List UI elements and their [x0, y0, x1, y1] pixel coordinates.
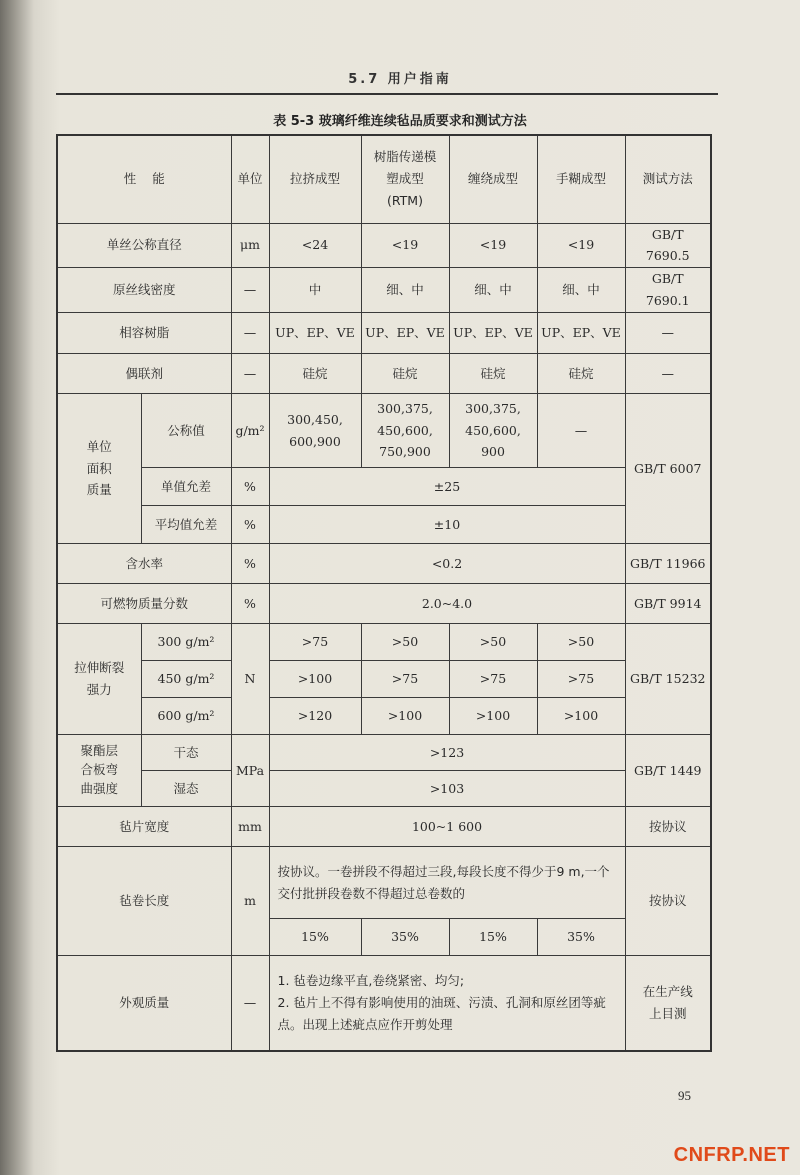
- cell: 15%: [269, 919, 361, 956]
- test-method: 按协议: [625, 807, 711, 847]
- test-method: 在生产线上目测: [625, 956, 711, 1051]
- page-number: 95: [678, 1088, 691, 1103]
- cell: UP、EP、VE: [269, 313, 361, 354]
- appearance-line-2: 2. 毡片上不得有影响使用的油斑、污渍、孔洞和原丝团等疵点。出现上述疵点应作开剪处理: [277, 994, 606, 1032]
- cell: 300,375,450,600,750,900: [361, 394, 449, 468]
- cell: <19: [537, 223, 625, 268]
- unit: MPa: [231, 735, 269, 807]
- cell: >75: [537, 661, 625, 698]
- test-method: GB/T 7690.5: [625, 223, 711, 268]
- row-label: 干态: [141, 735, 231, 771]
- table-row: [57, 394, 711, 468]
- cell: <19: [361, 223, 449, 268]
- row-label: 毡片宽度: [57, 807, 231, 847]
- unit: —: [231, 956, 269, 1051]
- table-row: [57, 698, 711, 735]
- table-row: [57, 544, 711, 584]
- unit: mm: [231, 807, 269, 847]
- unit: μm: [231, 223, 269, 268]
- table-row: [57, 735, 711, 771]
- row-label: 可燃物质量分数: [57, 584, 231, 624]
- cell: >123: [269, 735, 625, 771]
- spec-table: [56, 134, 712, 1052]
- running-head: 5.7 用户指南: [348, 72, 452, 87]
- test-method: GB/T 6007: [625, 394, 711, 544]
- table-row: [57, 354, 711, 394]
- cell: UP、EP、VE: [361, 313, 449, 354]
- table-row: [57, 771, 711, 807]
- unit: m: [231, 847, 269, 956]
- cell: [269, 956, 625, 1051]
- cell: 2.0~4.0: [269, 584, 625, 624]
- unit: —: [231, 354, 269, 394]
- table-row: [57, 624, 711, 661]
- unit: —: [231, 313, 269, 354]
- row-label: 450 g/m²: [141, 661, 231, 698]
- cell: 35%: [361, 919, 449, 956]
- header-c1: 拉挤成型: [269, 135, 361, 223]
- test-method: GB/T 11966: [625, 544, 711, 584]
- cell: 300,450,600,900: [269, 394, 361, 468]
- watermark: CNFRP.NET: [673, 1144, 790, 1166]
- test-method: GB/T 1449: [625, 735, 711, 807]
- cell: >120: [269, 698, 361, 735]
- cell: >75: [269, 624, 361, 661]
- row-label: 600 g/m²: [141, 698, 231, 735]
- cell: 细、中: [449, 268, 537, 313]
- cell: 35%: [537, 919, 625, 956]
- unit: %: [231, 584, 269, 624]
- table-row: [57, 468, 711, 506]
- test-method: GB/T 15232: [625, 624, 711, 735]
- row-label: 300 g/m²: [141, 624, 231, 661]
- cell: >100: [537, 698, 625, 735]
- cell: <0.2: [269, 544, 625, 584]
- test-method: —: [625, 354, 711, 394]
- header-unit: 单位: [231, 135, 269, 223]
- unit: N: [231, 624, 269, 735]
- table-row: [57, 956, 711, 1051]
- header-c4: 手糊成型: [537, 135, 625, 223]
- row-label: 湿态: [141, 771, 231, 807]
- cell: —: [537, 394, 625, 468]
- unit: %: [231, 506, 269, 544]
- cell: 中: [269, 268, 361, 313]
- header-test: 测试方法: [625, 135, 711, 223]
- row-label: 外观质量: [57, 956, 231, 1051]
- table-row: [57, 661, 711, 698]
- row-label: 相容树脂: [57, 313, 231, 354]
- row-label: 平均值允差: [141, 506, 231, 544]
- cell: 硅烷: [537, 354, 625, 394]
- table-row: [57, 313, 711, 354]
- cell: >100: [361, 698, 449, 735]
- appearance-line-1: 1. 毡卷边缘平直,卷绕紧密、均匀;: [277, 972, 465, 988]
- row-label: 含水率: [57, 544, 231, 584]
- row-label: 单丝公称直径: [57, 223, 231, 268]
- cell: 硅烷: [361, 354, 449, 394]
- cell: UP、EP、VE: [449, 313, 537, 354]
- header-rule: [56, 93, 718, 95]
- cell: >75: [449, 661, 537, 698]
- cell: 细、中: [361, 268, 449, 313]
- header-row: [57, 135, 711, 223]
- header-c2: 树脂传递模塑成型(RTM): [361, 135, 449, 223]
- row-label: 公称值: [141, 394, 231, 468]
- cell: >50: [361, 624, 449, 661]
- table-row: [57, 847, 711, 919]
- test-method: —: [625, 313, 711, 354]
- group-label: 聚酯层合板弯曲强度: [57, 735, 141, 807]
- cell: UP、EP、VE: [537, 313, 625, 354]
- table-row: [57, 506, 711, 544]
- row-label: 偶联剂: [57, 354, 231, 394]
- cell: >103: [269, 771, 625, 807]
- test-method: GB/T 7690.1: [625, 268, 711, 313]
- group-label: 拉伸断裂强力: [57, 624, 141, 735]
- group-label: 单位面积质量: [57, 394, 141, 544]
- cell: ±10: [269, 506, 625, 544]
- cell: >75: [361, 661, 449, 698]
- row-label: 毡卷长度: [57, 847, 231, 956]
- test-method: GB/T 9914: [625, 584, 711, 624]
- unit: %: [231, 468, 269, 506]
- header-c3: 缠绕成型: [449, 135, 537, 223]
- cell: 300,375,450,600,900: [449, 394, 537, 468]
- unit: g/m²: [231, 394, 269, 468]
- table-row: [57, 268, 711, 313]
- table-row: [57, 807, 711, 847]
- test-method: 按协议: [625, 847, 711, 956]
- table-row: [57, 223, 711, 268]
- cell: 硅烷: [269, 354, 361, 394]
- cell: >100: [449, 698, 537, 735]
- table-row: [57, 584, 711, 624]
- table-caption: 表 5-3 玻璃纤维连续毡品质要求和测试方法: [273, 114, 527, 129]
- header-property: 性 能: [57, 135, 231, 223]
- cell: 硅烷: [449, 354, 537, 394]
- cell: >50: [537, 624, 625, 661]
- cell: >50: [449, 624, 537, 661]
- cell: 按协议。一卷拼段不得超过三段,每段长度不得少于9 m,一个交付批拼段卷数不得超过总卷数的: [269, 847, 625, 919]
- row-label: 单值允差: [141, 468, 231, 506]
- cell: <19: [449, 223, 537, 268]
- unit: %: [231, 544, 269, 584]
- cell: >100: [269, 661, 361, 698]
- cell: 100~1 600: [269, 807, 625, 847]
- cell: <24: [269, 223, 361, 268]
- unit: —: [231, 268, 269, 313]
- cell: 15%: [449, 919, 537, 956]
- cell: ±25: [269, 468, 625, 506]
- cell: 细、中: [537, 268, 625, 313]
- row-label: 原丝线密度: [57, 268, 231, 313]
